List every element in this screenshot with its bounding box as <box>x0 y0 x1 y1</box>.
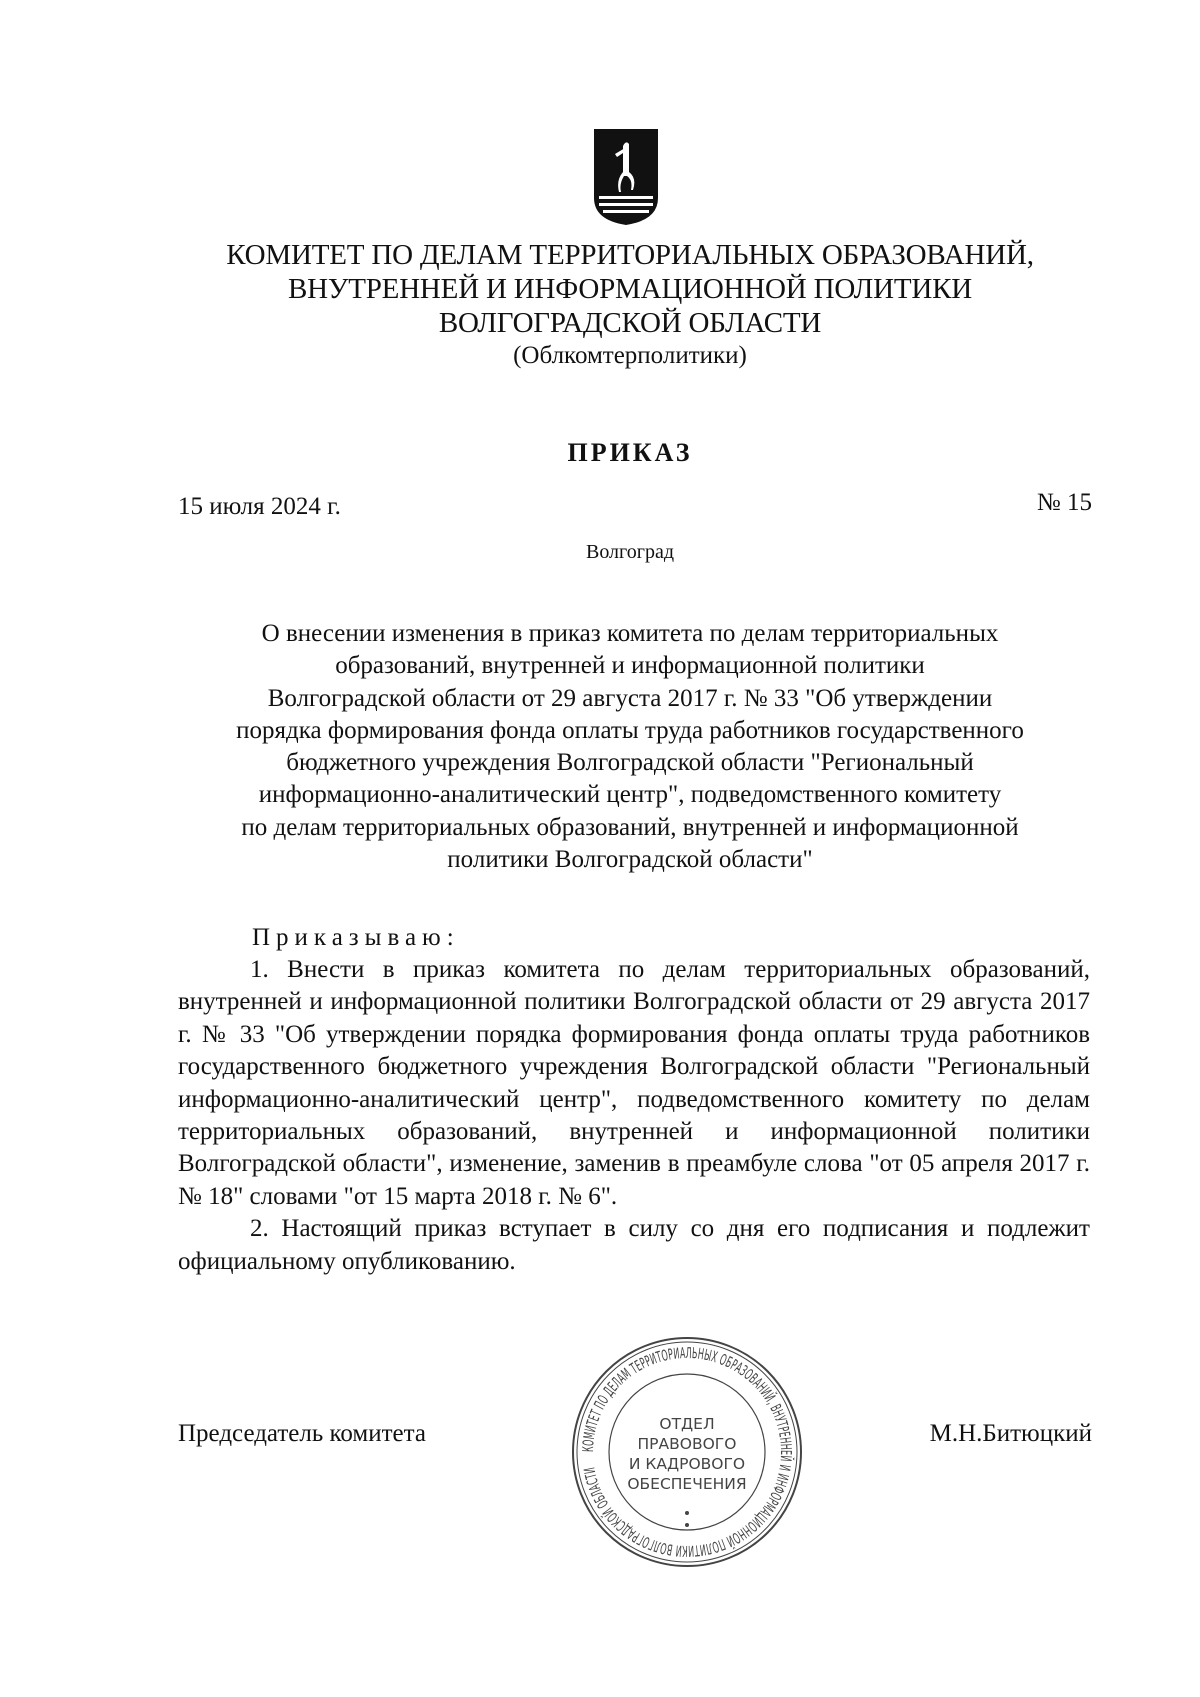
order-body <box>178 954 1090 1278</box>
subject-line: Волгоградской области от 29 августа 2017 г. № 33 "Об утверждении <box>267 684 993 712</box>
order-paragraph-2: 2. Настоящий приказ вступает в силу со дня его подписания и подлежит официальному опубликованию. <box>178 1215 1090 1275</box>
organization-name-line: КОМИТЕТ ПО ДЕЛАМ ТЕРРИТОРИАЛЬНЫХ ОБРАЗОВАНИЙ, <box>226 239 1034 271</box>
organization-name-line: ВНУТРЕННЕЙ И ИНФОРМАЦИОННОЙ ПОЛИТИКИ <box>288 273 972 305</box>
stamp-ring-text: КОМИТЕТ ПО ДЕЛАМ ТЕРРИТОРИАЛЬНЫХ ОБРАЗОВАНИЙ, ВНУТРЕННЕЙ И ИНФОРМАЦИОННОЙ ПОЛИТИКИ ВОЛГОГРАДСКОЙ ОБЛАСТИ <box>578 1343 796 1561</box>
organization-name-line: ВОЛГОГРАДСКОЙ ОБЛАСТИ <box>438 307 822 339</box>
subject-line: О внесении изменения в приказ комитета по делам территориальных <box>261 620 999 647</box>
subject-line: бюджетного учреждения Волгоградской области "Региональный <box>286 749 974 777</box>
order-directive-word: Приказываю: <box>252 924 460 951</box>
order-paragraph-1: 1. Внести в приказ комитета по делам территориальных образований, внутренней и информационной политики Волгоградской области от 29 августа 2017 г. № 33 "Об утверждении порядка формирования фонда оплаты труда работников государственного бюджетного учреждения Волгоградской области "Региональный информационно-аналитический центр", подведомственного комитету по делам территориальных образований, внутренней и информационной политики Волгоградской области", изменение, заменив в преамбуле слова "от 05 апреля 2017 г. № 18" словами "от 15 марта 2018 г. № 6". <box>178 956 1090 1210</box>
order-number: № 15 <box>1036 489 1092 516</box>
order-date: 15 июля 2024 г. <box>178 493 341 520</box>
subject-line: политики Волгоградской области" <box>447 846 813 874</box>
order-city: Волгоград <box>585 541 675 563</box>
subject-line: образований, внутренней и информационной политики <box>335 652 925 680</box>
document-title: ПРИКАЗ <box>567 438 693 467</box>
organization-name <box>150 238 1110 340</box>
stamp-icon <box>570 1335 804 1569</box>
organization-abbreviation: (Облкомтерполитики) <box>513 342 747 369</box>
signer-title: Председатель комитета <box>178 1420 426 1447</box>
stamp-center-line: ОТДЕЛ <box>659 1415 715 1433</box>
subject-line: информационно-аналитический центр", подведомственного комитету <box>258 781 1002 809</box>
official-stamp <box>570 1335 804 1569</box>
stamp-center-line: И КАДРОВОГО <box>628 1455 746 1473</box>
subject-line: по делам территориальных образований, внутренней и информационной <box>241 813 1019 841</box>
subject-line: порядка формирования фонда оплаты труда работников государственного <box>236 716 1024 744</box>
stamp-center-line: ПРАВОВОГО <box>637 1435 737 1453</box>
stamp-center-line: ОБЕСПЕЧЕНИЯ <box>627 1475 747 1493</box>
order-subject <box>150 618 1110 876</box>
signer-name: М.Н.Битюцкий <box>929 1420 1092 1447</box>
coat-of-arms-icon <box>593 128 659 226</box>
